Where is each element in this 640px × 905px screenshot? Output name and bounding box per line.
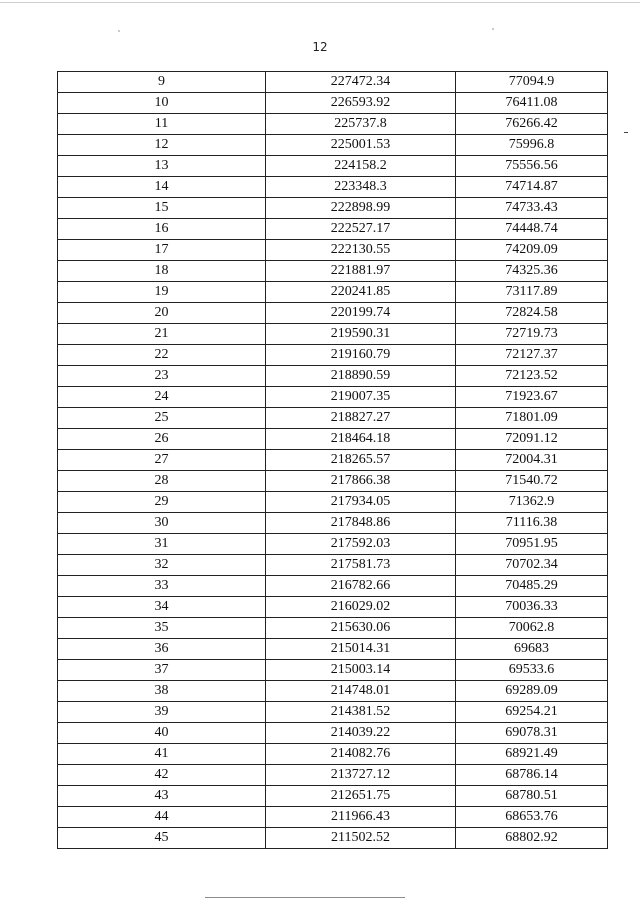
x-value-cell: 221881.97: [266, 261, 456, 282]
table-row: [58, 786, 608, 807]
point-number-cell: 28: [58, 471, 266, 492]
point-number-cell: 26: [58, 429, 266, 450]
table-row: [58, 156, 608, 177]
table-row: [58, 345, 608, 366]
table-row: [58, 72, 608, 93]
point-number-cell: 34: [58, 597, 266, 618]
x-value-cell: 215014.31: [266, 639, 456, 660]
y-value-cell: 74209.09: [456, 240, 608, 261]
table-row: [58, 702, 608, 723]
table-row: [58, 198, 608, 219]
point-number-cell: 24: [58, 387, 266, 408]
y-value-cell: 71540.72: [456, 471, 608, 492]
y-value-cell: 72123.52: [456, 366, 608, 387]
point-number-cell: 18: [58, 261, 266, 282]
x-value-cell: 217592.03: [266, 534, 456, 555]
x-value-cell: 224158.2: [266, 156, 456, 177]
y-value-cell: 69289.09: [456, 681, 608, 702]
x-value-cell: 220199.74: [266, 303, 456, 324]
point-number-cell: 10: [58, 93, 266, 114]
point-number-cell: 16: [58, 219, 266, 240]
y-value-cell: 71923.67: [456, 387, 608, 408]
table-row: [58, 282, 608, 303]
y-value-cell: 72004.31: [456, 450, 608, 471]
table-row: [58, 303, 608, 324]
x-value-cell: 217934.05: [266, 492, 456, 513]
y-value-cell: 77094.9: [456, 72, 608, 93]
table-row: [58, 114, 608, 135]
point-number-cell: 20: [58, 303, 266, 324]
y-value-cell: 68653.76: [456, 807, 608, 828]
point-number-cell: 38: [58, 681, 266, 702]
x-value-cell: 217581.73: [266, 555, 456, 576]
x-value-cell: 226593.92: [266, 93, 456, 114]
x-value-cell: 211502.52: [266, 828, 456, 849]
y-value-cell: 70702.34: [456, 555, 608, 576]
table-row: [58, 219, 608, 240]
table-row: [58, 366, 608, 387]
scan-artifact-dot: [492, 28, 494, 30]
y-value-cell: 68802.92: [456, 828, 608, 849]
x-value-cell: 218890.59: [266, 366, 456, 387]
table-row: [58, 387, 608, 408]
table-row: [58, 807, 608, 828]
point-number-cell: 9: [58, 72, 266, 93]
table-row: [58, 240, 608, 261]
x-value-cell: 214381.52: [266, 702, 456, 723]
y-value-cell: 68780.51: [456, 786, 608, 807]
scan-artifact-side-mark: [624, 132, 628, 133]
y-value-cell: 75996.8: [456, 135, 608, 156]
y-value-cell: 74733.43: [456, 198, 608, 219]
point-number-cell: 30: [58, 513, 266, 534]
x-value-cell: 216782.66: [266, 576, 456, 597]
x-value-cell: 219590.31: [266, 324, 456, 345]
table-row: [58, 555, 608, 576]
x-value-cell: 212651.75: [266, 786, 456, 807]
x-value-cell: 220241.85: [266, 282, 456, 303]
table-row: [58, 576, 608, 597]
point-number-cell: 43: [58, 786, 266, 807]
point-number-cell: 14: [58, 177, 266, 198]
table-row: [58, 135, 608, 156]
scan-artifact-dot: [118, 30, 120, 32]
x-value-cell: 217866.38: [266, 471, 456, 492]
table-row: [58, 744, 608, 765]
x-value-cell: 219007.35: [266, 387, 456, 408]
point-number-cell: 31: [58, 534, 266, 555]
point-number-cell: 19: [58, 282, 266, 303]
x-value-cell: 219160.79: [266, 345, 456, 366]
point-number-cell: 12: [58, 135, 266, 156]
point-number-cell: 35: [58, 618, 266, 639]
x-value-cell: 215630.06: [266, 618, 456, 639]
x-value-cell: 218265.57: [266, 450, 456, 471]
table-row: [58, 408, 608, 429]
point-number-cell: 29: [58, 492, 266, 513]
y-value-cell: 72127.37: [456, 345, 608, 366]
point-number-cell: 32: [58, 555, 266, 576]
table-row: [58, 513, 608, 534]
x-value-cell: 225737.8: [266, 114, 456, 135]
point-number-cell: 17: [58, 240, 266, 261]
x-value-cell: 216029.02: [266, 597, 456, 618]
table-row: [58, 93, 608, 114]
x-value-cell: 214039.22: [266, 723, 456, 744]
x-value-cell: 225001.53: [266, 135, 456, 156]
y-value-cell: 71801.09: [456, 408, 608, 429]
point-number-cell: 11: [58, 114, 266, 135]
table-row: [58, 471, 608, 492]
table-row: [58, 261, 608, 282]
point-number-cell: 15: [58, 198, 266, 219]
y-value-cell: 69254.21: [456, 702, 608, 723]
y-value-cell: 76411.08: [456, 93, 608, 114]
y-value-cell: 71116.38: [456, 513, 608, 534]
y-value-cell: 72091.12: [456, 429, 608, 450]
x-value-cell: 222898.99: [266, 198, 456, 219]
y-value-cell: 74325.36: [456, 261, 608, 282]
table-row: [58, 534, 608, 555]
x-value-cell: 217848.86: [266, 513, 456, 534]
y-value-cell: 74448.74: [456, 219, 608, 240]
y-value-cell: 72824.58: [456, 303, 608, 324]
point-number-cell: 42: [58, 765, 266, 786]
y-value-cell: 70062.8: [456, 618, 608, 639]
point-number-cell: 21: [58, 324, 266, 345]
point-number-cell: 27: [58, 450, 266, 471]
x-value-cell: 223348.3: [266, 177, 456, 198]
data-table: [57, 71, 608, 849]
table-row: [58, 765, 608, 786]
table-row: [58, 492, 608, 513]
y-value-cell: 72719.73: [456, 324, 608, 345]
point-number-cell: 37: [58, 660, 266, 681]
x-value-cell: 213727.12: [266, 765, 456, 786]
point-number-cell: 33: [58, 576, 266, 597]
x-value-cell: 218464.18: [266, 429, 456, 450]
scan-artifact-top: [0, 2, 640, 3]
x-value-cell: 211966.43: [266, 807, 456, 828]
table-row: [58, 828, 608, 849]
y-value-cell: 69683: [456, 639, 608, 660]
y-value-cell: 68921.49: [456, 744, 608, 765]
point-number-cell: 22: [58, 345, 266, 366]
point-number-cell: 41: [58, 744, 266, 765]
page-number: 12: [312, 40, 328, 54]
x-value-cell: 214082.76: [266, 744, 456, 765]
x-value-cell: 222527.17: [266, 219, 456, 240]
y-value-cell: 73117.89: [456, 282, 608, 303]
point-number-cell: 45: [58, 828, 266, 849]
x-value-cell: 215003.14: [266, 660, 456, 681]
table-row: [58, 639, 608, 660]
table-row: [58, 429, 608, 450]
x-value-cell: 227472.34: [266, 72, 456, 93]
table-row: [58, 723, 608, 744]
table-row: [58, 618, 608, 639]
y-value-cell: 70485.29: [456, 576, 608, 597]
table-row: [58, 450, 608, 471]
point-number-cell: 23: [58, 366, 266, 387]
point-number-cell: 25: [58, 408, 266, 429]
y-value-cell: 75556.56: [456, 156, 608, 177]
point-number-cell: 39: [58, 702, 266, 723]
x-value-cell: 214748.01: [266, 681, 456, 702]
point-number-cell: 36: [58, 639, 266, 660]
y-value-cell: 71362.9: [456, 492, 608, 513]
table-row: [58, 324, 608, 345]
y-value-cell: 76266.42: [456, 114, 608, 135]
x-value-cell: 218827.27: [266, 408, 456, 429]
scan-artifact-bottom: [205, 897, 405, 898]
table-row: [58, 681, 608, 702]
y-value-cell: 69533.6: [456, 660, 608, 681]
y-value-cell: 68786.14: [456, 765, 608, 786]
table-row: [58, 597, 608, 618]
y-value-cell: 69078.31: [456, 723, 608, 744]
y-value-cell: 74714.87: [456, 177, 608, 198]
y-value-cell: 70951.95: [456, 534, 608, 555]
table-row: [58, 660, 608, 681]
point-number-cell: 44: [58, 807, 266, 828]
table-body: [58, 72, 608, 849]
point-number-cell: 40: [58, 723, 266, 744]
point-number-cell: 13: [58, 156, 266, 177]
y-value-cell: 70036.33: [456, 597, 608, 618]
x-value-cell: 222130.55: [266, 240, 456, 261]
table-row: [58, 177, 608, 198]
